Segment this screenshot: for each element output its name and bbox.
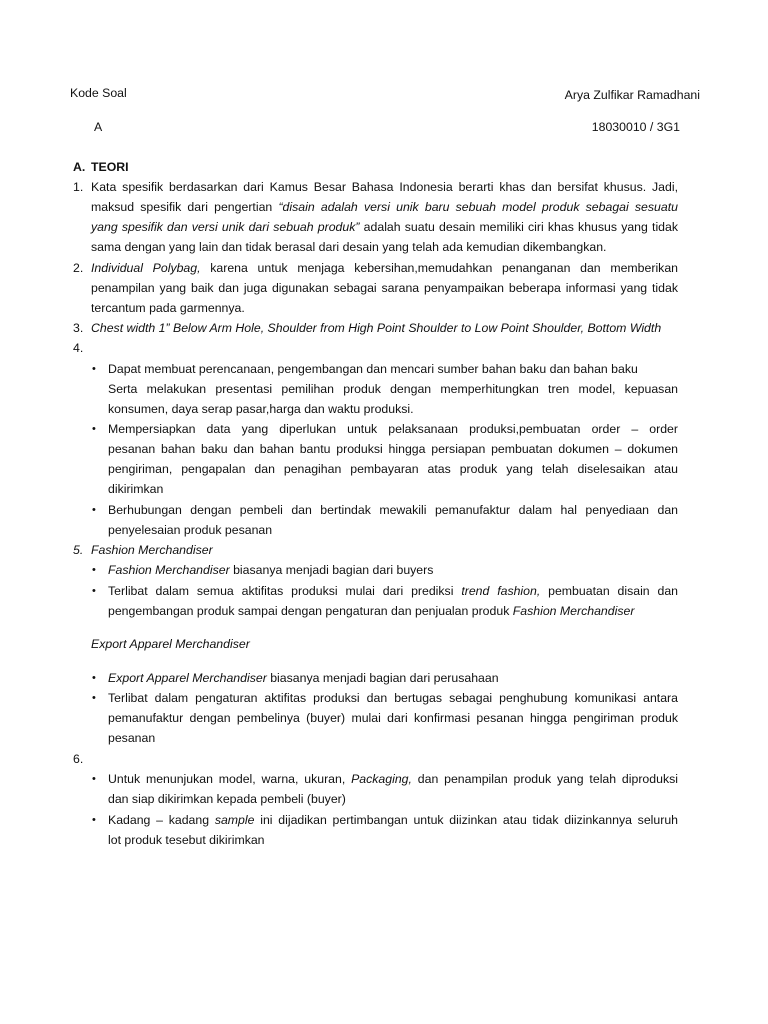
italic-term: Packaging, [351, 772, 412, 786]
answer-text-line [91, 197, 678, 217]
bullet-text-line: penyelesaian produk pesanan [108, 523, 273, 537]
bullet-text-line [108, 560, 433, 580]
bullet-text-line: pengiriman, pengapalan dan penagihan pembayaran atas produk yang telah diselesaikan atau [108, 462, 678, 476]
text-run: Untuk menunjukan model, warna, ukuran, [108, 772, 346, 786]
italic-term: trend fashion, [461, 584, 541, 598]
bullet-icon: • [92, 773, 96, 785]
text-run: adalah suatu desain memiliki ciri khas khusus yang tidak [363, 220, 679, 234]
text-run: biasanya menjadi bagian dari buyers [233, 563, 434, 577]
answer-text-line [91, 217, 678, 237]
text-run: maksud spesifik dari pengertian [91, 200, 273, 214]
author-name: Arya Zulfikar Ramadhani [564, 88, 700, 102]
answer-number: 1. [73, 180, 84, 194]
text-run: pembuatan disain dan [548, 584, 679, 598]
bullet-icon: • [92, 672, 96, 684]
text-run: biasanya menjadi bagian dari perusahaan [270, 671, 499, 685]
answer-number: 2. [73, 261, 84, 275]
text-run: dan penampilan produk yang telah diproduksi [417, 772, 678, 786]
bullet-text-line: pemanufaktur dengan pembelinya (buyer) mulai dari konfirmasi pesanan hingga pengiriman produk [108, 711, 678, 725]
bullet-icon: • [92, 504, 96, 516]
bullet-text-line: Serta melakukan presentasi pemilihan produk dengan memperhitungkan tren model, kepuasan [108, 382, 678, 396]
bullet-text-line [108, 769, 678, 789]
section-title: TEORI [91, 160, 129, 174]
italic-term: Export Apparel Merchandiser [108, 671, 267, 685]
bullet-text-line [108, 668, 499, 688]
answer-number: 4. [73, 341, 84, 355]
answer-text-line: penampilan yang baik dan juga digunakan sebagai sarana penyampaikan beberapa informasi yang tidak [91, 281, 678, 295]
subsection-title: Export Apparel Merchandiser [91, 637, 250, 651]
bullet-text-line: pesanan [108, 731, 156, 745]
text-run: karena untuk menjaga kebersihan,memudahkan penanganan dan memberikan [210, 261, 679, 275]
italic-term: Fashion Merchandiser [512, 604, 635, 618]
answer-text-line [91, 258, 678, 278]
bullet-icon: • [92, 814, 96, 826]
kode-soal-label: Kode Soal [70, 86, 127, 100]
italic-term: sample [214, 813, 255, 827]
bullet-icon: • [92, 585, 96, 597]
italic-term: Individual Polybag, [91, 261, 201, 275]
bullet-text-line: Mempersiapkan data yang diperlukan untuk pelaksanaan produksi,pembuatan order – order [108, 422, 678, 436]
bullet-icon: • [92, 564, 96, 576]
italic-term: Fashion Merchandiser [108, 563, 230, 577]
student-id-class: 18030010 / 3G1 [591, 120, 680, 134]
bullet-text-line: dikirimkan [108, 482, 164, 496]
bullet-text-line: Berhubungan dengan pembeli dan bertindak mewakili pemanufaktur dalam hal penyediaan dan [108, 503, 678, 517]
text-run: Terlibat dalam semua aktifitas produksi mulai dari prediksi [108, 584, 454, 598]
text-run: pengembangan produk sampai dengan pengaturan dan penjualan produk [108, 604, 510, 618]
subsection-title: Fashion Merchandiser [91, 543, 213, 557]
answer-text-line: Chest width 1” Below Arm Hole, Shoulder from High Point Shoulder to Low Point Shoulder, Bottom Width [91, 321, 662, 335]
bullet-text-line: Terlibat dalam pengaturan aktifitas produksi dan bertugas sebagai penghubung komunikasi antara [108, 691, 678, 705]
bullet-icon: • [92, 423, 96, 435]
text-run: Kadang – kadang [108, 813, 210, 827]
answer-number: 5. [73, 543, 84, 557]
bullet-text-line [108, 601, 634, 621]
text-run: ini dijadikan pertimbangan untuk diizinkan atau tidak diizinkannya seluruh [260, 813, 679, 827]
bullet-icon: • [92, 692, 96, 704]
answer-text-line: Kata spesifik berdasarkan dari Kamus Besar Bahasa Indonesia berarti khas dan bersifat khusus. Jadi, [91, 180, 678, 194]
answer-text-line: sama dengan yang lain dan tidak berasal dari desain yang telah ada kemudian dikembangkan. [91, 240, 607, 254]
answer-number: 3. [73, 321, 84, 335]
bullet-text-line: lot produk tesebut dikirimkan [108, 833, 265, 847]
bullet-text-line [108, 581, 678, 601]
bullet-text-line [108, 810, 678, 830]
section-marker: A. [73, 160, 86, 174]
quoted-definition: yang spesifik dan versi unik dari sebuah produk” [91, 220, 360, 234]
quoted-definition: “disain adalah versi unik baru sebuah model produk sebagai sesuatu [278, 200, 678, 214]
bullet-icon: • [92, 363, 96, 375]
answer-text-line: tercantum pada garmennya. [91, 301, 245, 315]
answer-number: 6. [73, 752, 84, 766]
kode-soal-value: A [94, 120, 103, 134]
bullet-text-line: dan siap dikirimkan kepada pembeli (buyer) [108, 792, 346, 806]
bullet-text-line: Dapat membuat perencanaan, pengembangan dan mencari sumber bahan baku dan bahan baku [108, 362, 638, 376]
bullet-text-line: konsumen, daya serap pasar,harga dan waktu produksi. [108, 402, 414, 416]
bullet-text-line: pesanan bahan baku dan bahan bantu produksi hingga persiapan pembuatan dokumen – dokumen [108, 442, 678, 456]
